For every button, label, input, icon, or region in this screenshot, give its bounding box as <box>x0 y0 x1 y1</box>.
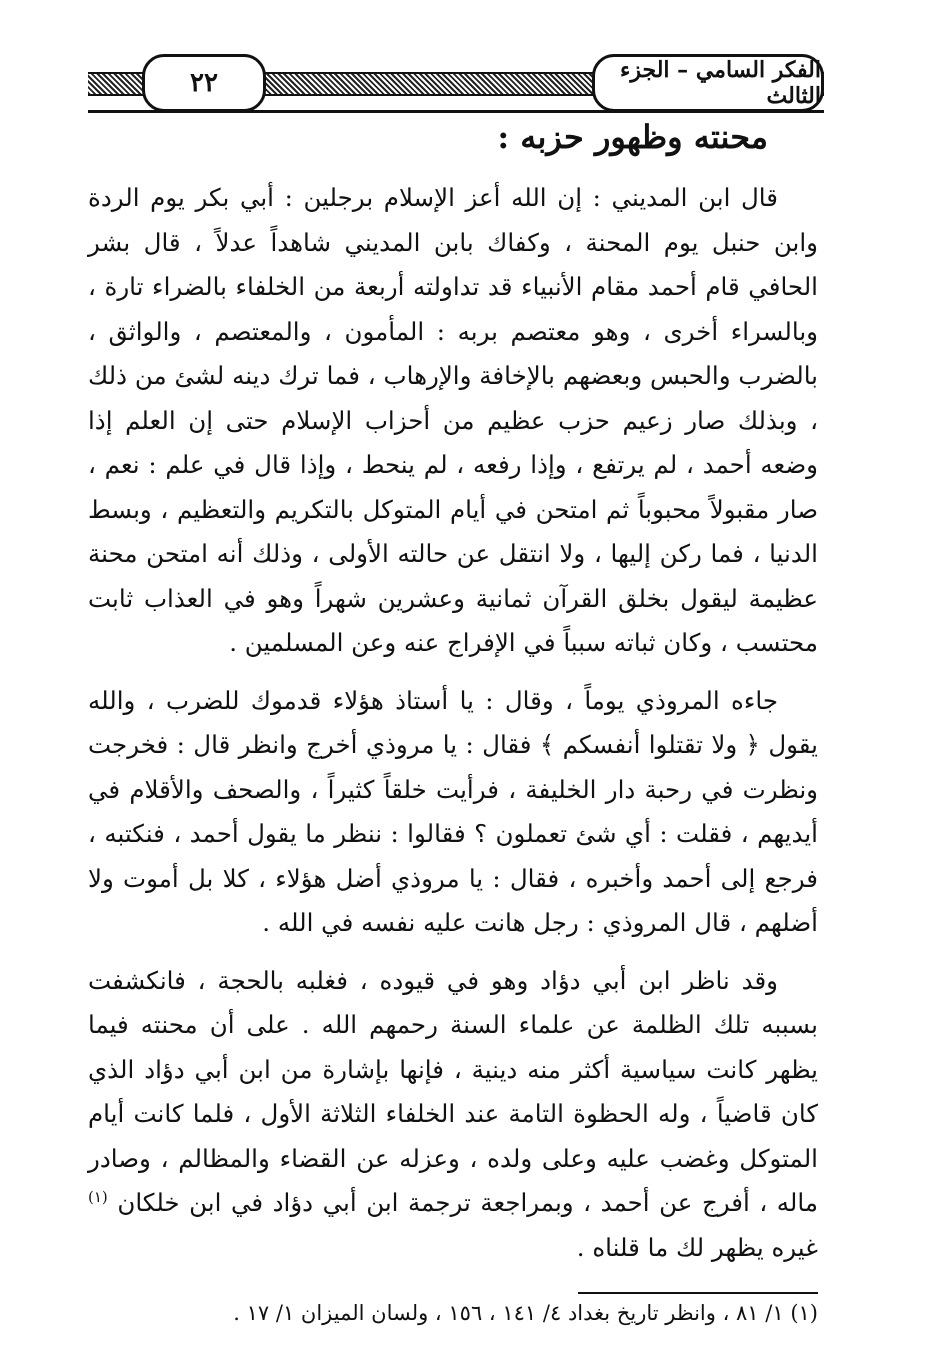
section-heading: محنته وظهور حزبه : <box>497 118 768 156</box>
paragraph-3-text-b: غيره يظهر لك ما قلناه . <box>576 1232 818 1262</box>
page-number: ٢٢ <box>142 54 266 112</box>
footnote-separator <box>578 1292 818 1294</box>
page-header <box>88 50 824 112</box>
body-text <box>88 176 818 1283</box>
footnote: (١) ١/ ٨١ ، وانظر تاريخ بغداد ٤/ ١٤١ ، ١٥٦ ، ولسان الميزان ١/ ١٧ . <box>233 1301 818 1325</box>
paragraph-3 <box>88 959 818 1271</box>
paragraph-2: جاءه المروذي يوماً ، وقال : يا أستاذ هؤلاء قدموك للضرب ، والله يقول ﴿ ولا تقتلوا أنفسكم ﴾ فقال : يا مروذي أخرج وانظر قال : فخرجت ونظرت في رحبة دار الخليفة ، فرأيت خلقاً كثيراً ، والصحف والأقلام في أيديهم ، فقلت : أي شئ تعملون ؟ فقالوا : ننظر ما يقول أحمد ، فنكتبه ، فرجع إلى أحمد وأخبره ، فقال : يا مروذي أضل هؤلاء ، كلا بل أموت ولا أضلهم ، قال المروذي : رجل هانت عليه نفسه في الله . <box>88 685 818 937</box>
running-title: الفكر السامي – الجزء الثالث <box>592 54 824 112</box>
paragraph-1: قال ابن المديني : إن الله أعز الإسلام برجلين : أبي بكر يوم الردة وابن حنبل يوم المحنة ، وكفاك بابن المديني شاهداً عدلاً ، قال بشر الحافي قام أحمد مقام الأنبياء قد تداولته أربعة من الخلفاء بالضراء تارة ، وبالسراء أخرى ، وهو معتصم بربه : المأمون ، والمعتصم ، والواثق ، بالضرب والحبس وبعضهم بالإخافة والإرهاب ، فما ترك دينه لشئ من ذلك ، وبذلك صار زعيم حزب عظيم من أحزاب الإسلام حتى إن العلم إذا وضعه أحمد ، لم يرتفع ، وإذا رفعه ، لم ينحط ، وإذا قال في علم : نعم ، صار مقبولاً محبوباً ثم امتحن في أيام المتوكل بالتكريم والتعظيم ، وبسط الدنيا ، فما ركن إليها ، ولا انتقل عن حالته الأولى ، وذلك أنه امتحن محنة عظيمة ليقول بخلق القرآن ثمانية وعشرين شهراً وهو في العذاب ثابت محتسب ، وكان ثباته سبباً في الإفراج عنه وعن المسلمين . <box>88 183 818 657</box>
paragraph-3-text-a: وقد ناظر ابن أبي دؤاد وهو في قيوده ، فغلبه بالحجة ، فانكشفت بسببه تلك الظلمة عن علماء السنة رحمهم الله . على أن محنته فيما يظهر كانت سياسية أكثر منه دينية ، فإنها بإشارة من ابن أبي دؤاد الذي كان قاضياً ، وله الحظوة التامة عند الخلفاء الثلاثة الأول ، فلما كانت أيام المتوكل وغضب عليه وعلى ولده ، وعزله عن القضاء والمظالم ، وصادر ماله ، أفرج عن أحمد ، وبمراجعة ترجمة ابن أبي دؤاد في ابن خلكان <box>88 965 818 1217</box>
footnote-reference: (١) <box>88 1187 108 1206</box>
